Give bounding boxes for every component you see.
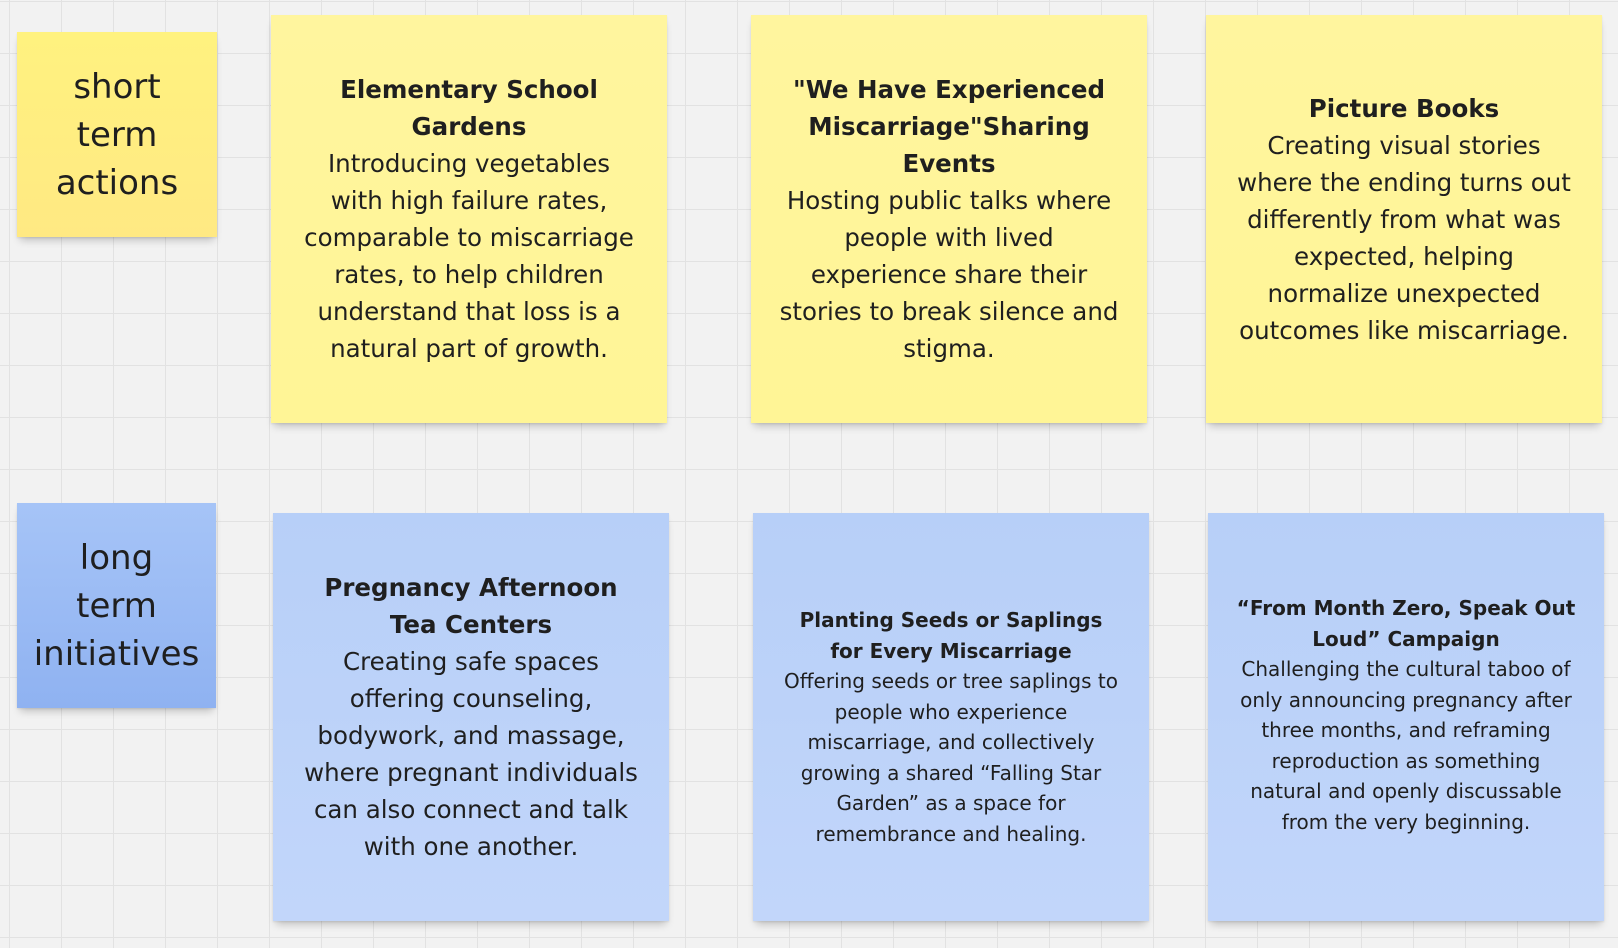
sticky-note-elementary-school-gardens[interactable] (271, 15, 667, 423)
sticky-note-picture-books[interactable] (1206, 15, 1602, 423)
sticky-note-body: Challenging the cultural taboo of only announcing pregnancy after three months, and reframing reproduction as something natural and openly discussable from the very beginning. (1240, 657, 1572, 834)
sticky-note-long-term-label[interactable] (17, 503, 216, 708)
sticky-note-short-term-label[interactable] (17, 32, 217, 237)
sticky-note-content (781, 605, 1121, 849)
sticky-note-title: "We Have Experienced Miscarriage"Sharing Events (792, 75, 1106, 178)
sticky-note-body: Offering seeds or tree saplings to people who experience miscarriage, and collectively growing a shared “Falling Star Garden” as a space for remembrance and healing. (784, 669, 1118, 846)
sticky-note-sharing-events[interactable] (751, 15, 1147, 423)
sticky-note-title: Elementary School Gardens (340, 75, 598, 141)
sticky-note-content (1236, 593, 1576, 837)
sticky-note-body: Creating visual stories where the ending turns out differently from what was expected, helping normalize unexpected outcomes like miscarriage. (1237, 130, 1571, 345)
sticky-note-content (299, 71, 639, 367)
sticky-note-body: Creating safe spaces offering counseling, bodywork, and massage, where pregnant individuals can also connect and talk with one another. (304, 647, 638, 861)
sticky-note-title: “From Month Zero, Speak Out Loud” Campaign (1236, 596, 1576, 651)
sticky-note-title: Planting Seeds or Saplings for Every Miscarriage (799, 608, 1103, 663)
label-line: short (73, 66, 161, 107)
sticky-note-month-zero-campaign[interactable] (1208, 513, 1604, 921)
sticky-note-afternoon-tea-centers[interactable] (273, 513, 669, 921)
label-line: term (76, 585, 157, 626)
sticky-note-body: Introducing vegetables with high failure rates, comparable to miscarriage rates, to help children understand that loss is a natural part of growth. (304, 149, 634, 363)
sticky-note-content (779, 71, 1119, 367)
sticky-note-planting-seeds[interactable] (753, 513, 1149, 921)
label-line: long (79, 537, 154, 578)
label-line: initiatives (33, 633, 200, 674)
label-line: actions (55, 162, 179, 203)
sticky-note-title: Pregnancy Afternoon Tea Centers (324, 573, 618, 639)
sticky-note-title: Picture Books (1308, 93, 1500, 123)
sticky-note-content (301, 569, 641, 865)
label-line: term (76, 114, 158, 155)
sticky-note-content (1234, 90, 1574, 349)
sticky-note-body: Hosting public talks where people with lived experience share their stories to break silence and stigma. (779, 186, 1119, 363)
